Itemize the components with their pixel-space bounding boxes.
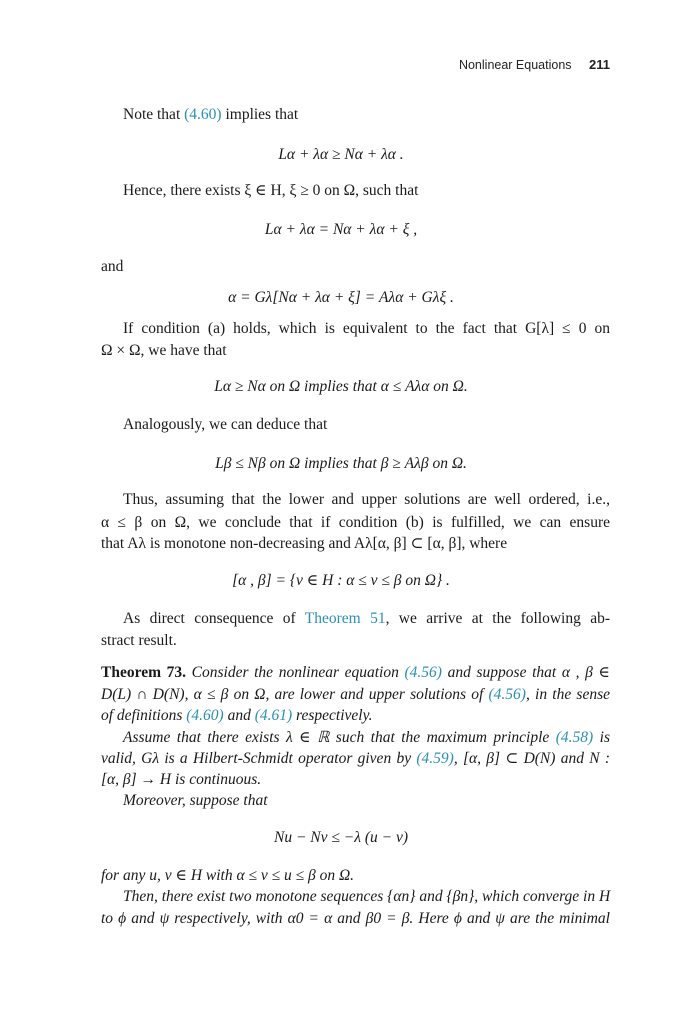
equation-reference-link[interactable]: (4.58) [555, 729, 594, 746]
equation-reference-link[interactable]: (4.60) [186, 707, 224, 724]
equation-reference-link[interactable]: (4.60) [184, 106, 222, 123]
text-run: As direct consequence of [123, 610, 305, 627]
text-run: Consider the nonlinear equation [186, 664, 405, 681]
theorem-label: Theorem 73. [101, 664, 186, 681]
text-run: is [593, 729, 610, 746]
equation-reference-link[interactable]: (4.61) [254, 707, 293, 724]
page-number: 211 [589, 57, 610, 72]
text-run: Note that [123, 106, 185, 123]
display-equation: Lβ ≤ Nβ on Ω implies that β ≥ Aλβ on Ω. [215, 455, 467, 472]
text-run: Assume that there exists λ ∈ ℝ such that the maximum principle [123, 729, 556, 746]
running-title: Nonlinear Equations [458, 58, 572, 72]
text-run: D(L) ∩ D(N), α ≤ β on Ω, are lower and upper solutions of [101, 686, 489, 703]
theorem-statement-line [101, 708, 610, 724]
display-equation: Nu − Nv ≤ −λ (u − v) [274, 829, 408, 846]
text-run: and suppose that α , β ∈ [441, 664, 610, 681]
theorem-statement-line: to ϕ and ψ respectively, with α0 = α and β0 = β. Here ϕ and ψ are the minimal [101, 910, 610, 927]
theorem-statement-line: Then, there exist two monotone sequences {αn} and {βn}, which converge in H [123, 888, 611, 905]
theorem-reference-link[interactable]: Theorem 51 [304, 610, 386, 627]
text-run: valid, Gλ is a Hilbert-Schmidt operator given by [101, 750, 417, 767]
equation-reference-link[interactable]: (4.56) [404, 664, 442, 681]
theorem-statement-line [101, 665, 610, 681]
paragraph-line: If condition (a) holds, which is equivalent to the fact that G[λ] ≤ 0 on [123, 320, 610, 337]
text-run: respectively. [292, 707, 373, 724]
text-run: , in the sense [525, 686, 610, 703]
theorem-statement-line: for any u, v ∈ H with α ≤ v ≤ u ≤ β on Ω. [101, 867, 355, 884]
text-run: and [223, 707, 255, 724]
display-equation: [α , β] = {v ∈ H : α ≤ v ≤ β on Ω} . [232, 572, 450, 589]
paragraph-line: α ≤ β on Ω, we conclude that if condition (b) is fulfilled, we can ensure [101, 514, 610, 531]
display-equation: α = Gλ[Nα + λα + ξ] = Aλα + Gλξ . [228, 289, 454, 306]
theorem-statement-line [123, 730, 610, 746]
theorem-statement-line: [α, β] → H is continuous. [101, 771, 262, 788]
text-run: implies that [221, 106, 299, 123]
equation-reference-link[interactable]: (4.59) [416, 750, 454, 767]
theorem-statement-line [101, 687, 610, 703]
paragraph-line: Analogously, we can deduce that [123, 416, 328, 433]
paragraph-line [123, 611, 610, 627]
paragraph-line: Hence, there exists ξ ∈ H, ξ ≥ 0 on Ω, such that [123, 182, 419, 199]
text-run: of definitions [101, 707, 187, 724]
theorem-statement-line: Moreover, suppose that [123, 792, 268, 809]
text-run: , we arrive at the following ab- [385, 610, 611, 627]
paragraph-line: Ω × Ω, we have that [101, 342, 227, 359]
paragraph-line: and [101, 258, 124, 275]
equation-reference-link[interactable]: (4.56) [488, 686, 526, 703]
paragraph-line [123, 107, 298, 123]
paragraph-line: Thus, assuming that the lower and upper solutions are well ordered, i.e., [123, 491, 610, 508]
display-equation: Lα + λα ≥ Nα + λα . [278, 146, 404, 163]
display-equation: Lα + λα = Nα + λα + ξ , [264, 221, 418, 238]
paragraph-line: that Aλ is monotone non-decreasing and Aλ[α, β] ⊂ [α, β], where [101, 535, 508, 552]
display-equation: Lα ≥ Nα on Ω implies that α ≤ Aλα on Ω. [214, 378, 468, 395]
theorem-statement-line [101, 751, 610, 767]
running-header [459, 57, 610, 72]
text-run: , [α, β] ⊂ D(N) and N : [453, 750, 611, 767]
paragraph-line: stract result. [101, 632, 177, 649]
